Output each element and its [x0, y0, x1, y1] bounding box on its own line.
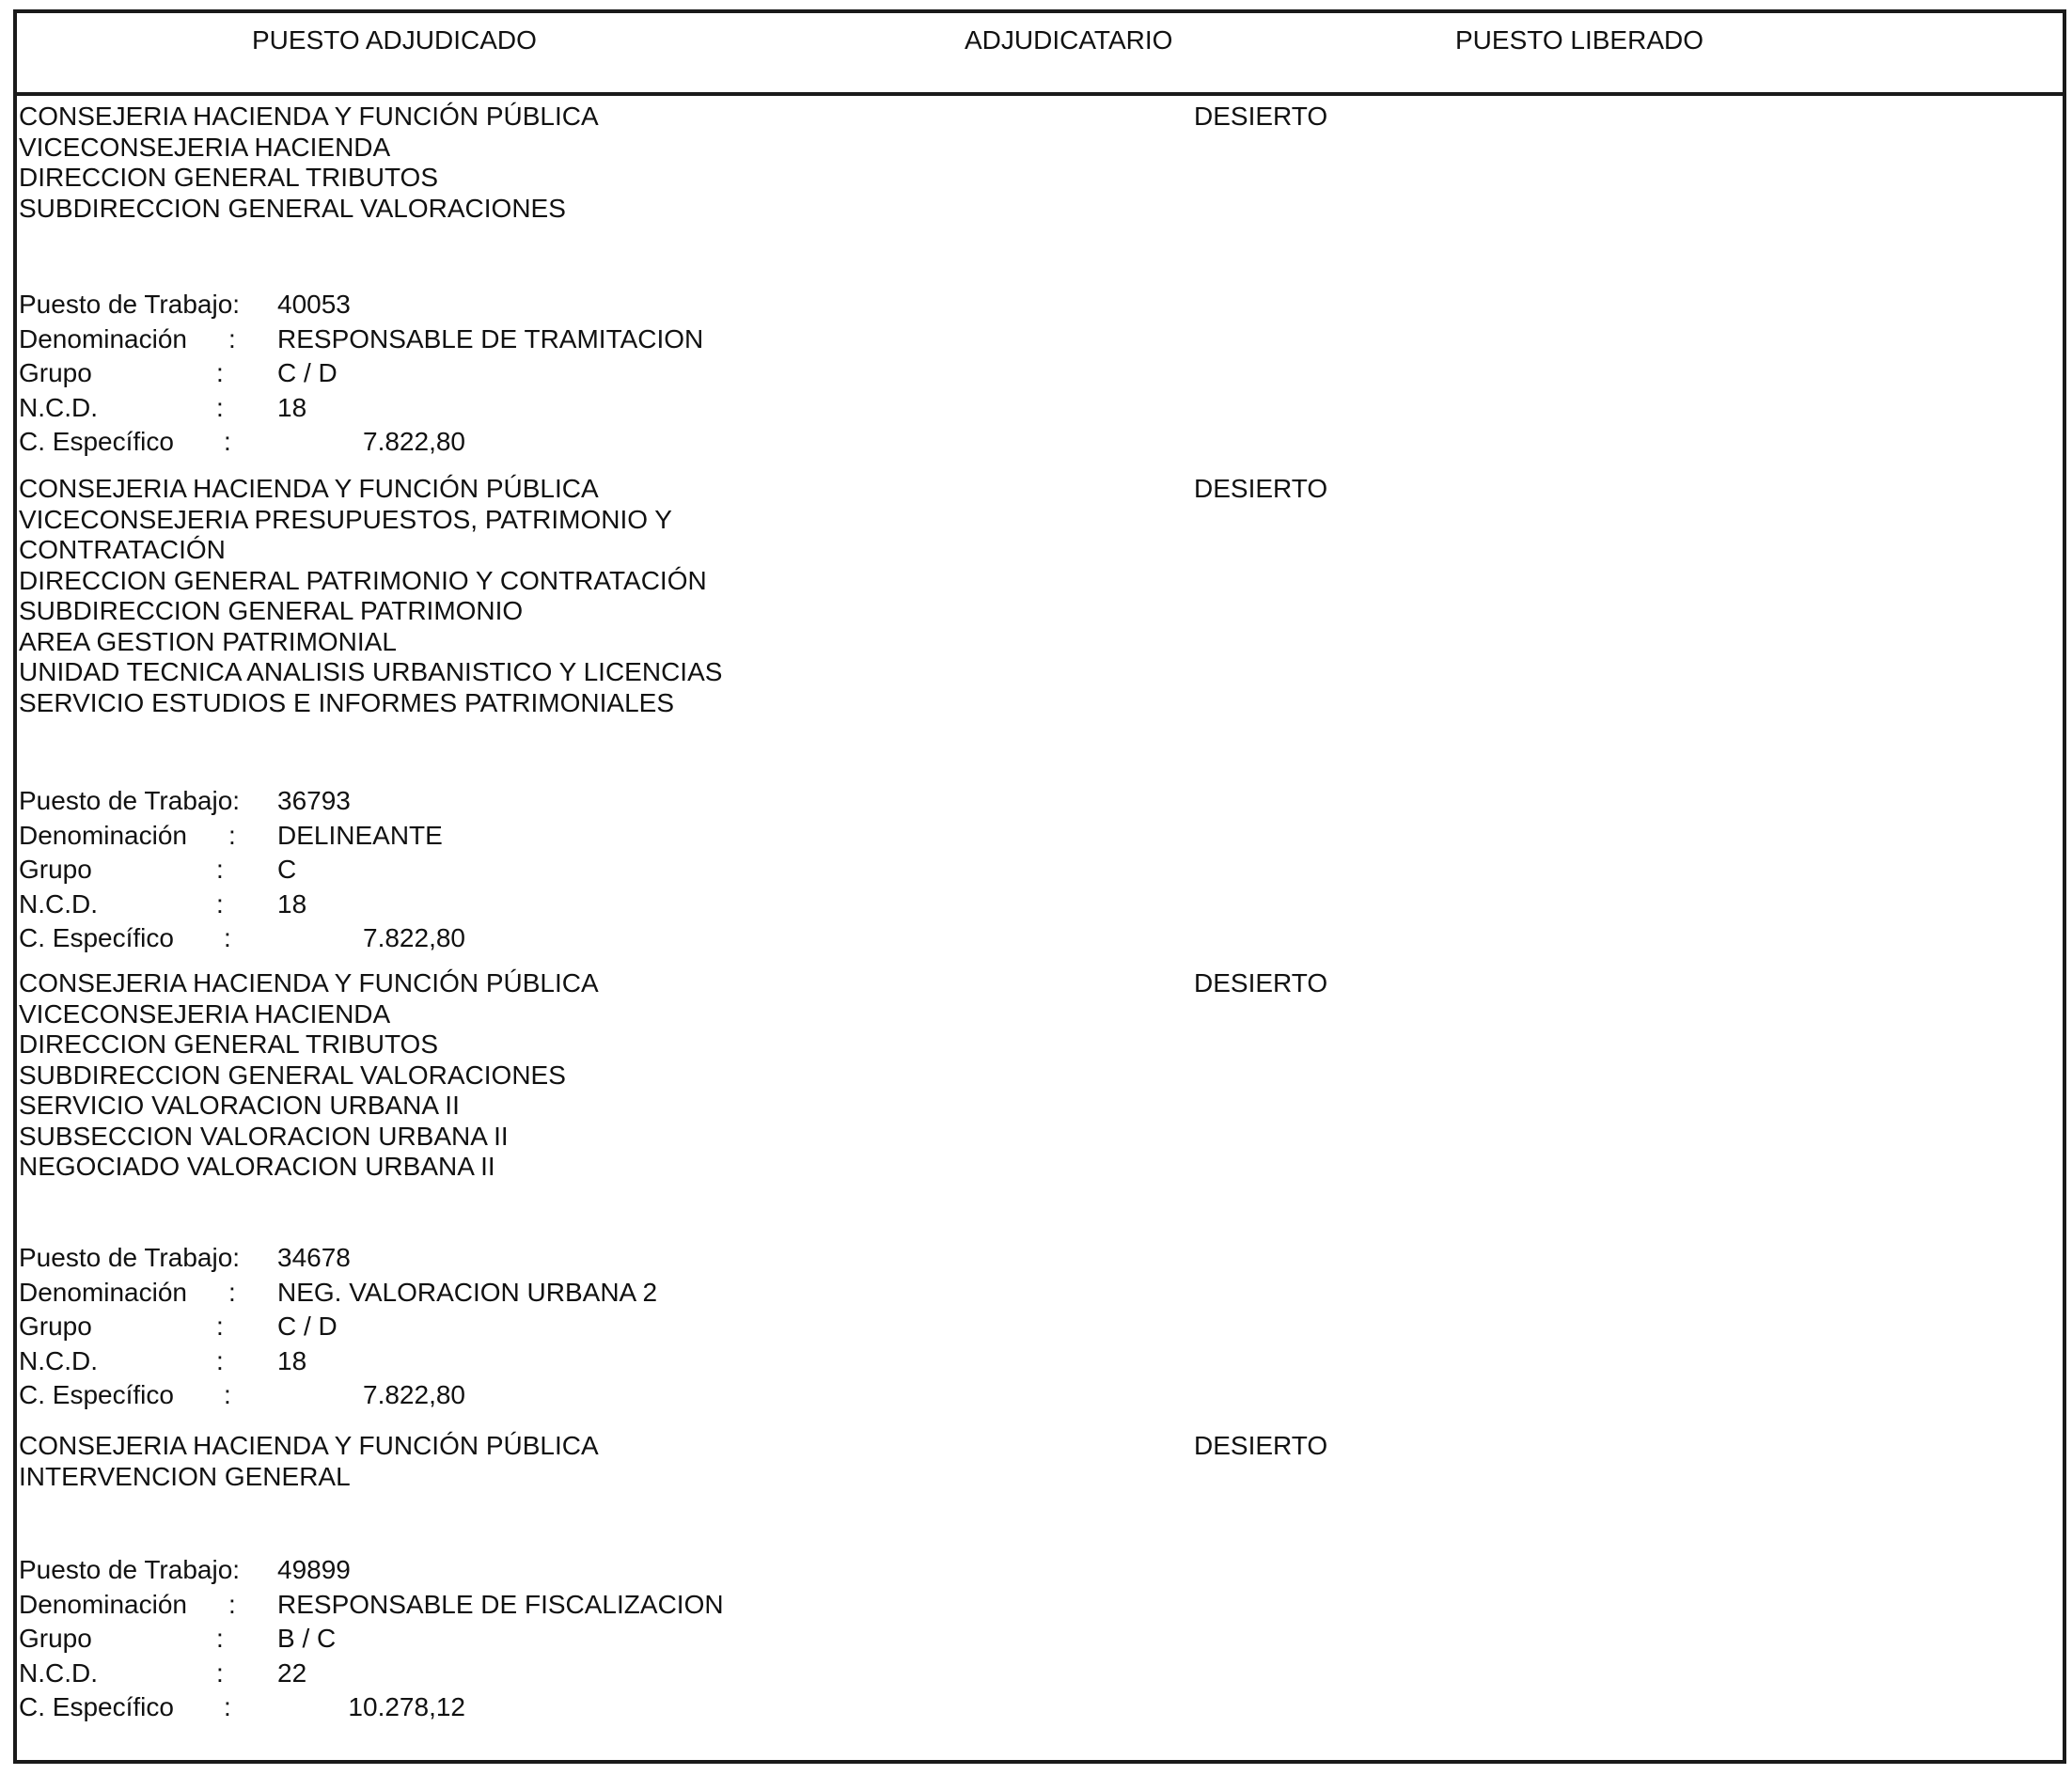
- grupo-row: [19, 1622, 865, 1657]
- org-line: VICECONSEJERIA HACIENDA: [19, 132, 391, 162]
- org-line: VICECONSEJERIA PRESUPUESTOS, PATRIMONIO Y: [19, 504, 672, 534]
- denominacion-value: RESPONSABLE DE TRAMITACION: [277, 323, 704, 353]
- org-line: AREA GESTION PATRIMONIAL: [19, 626, 397, 656]
- colon-separator: :: [216, 1312, 224, 1341]
- puesto-de-trabajo-label: Puesto de Trabajo:: [19, 1243, 241, 1272]
- ncd-label: N.C.D.: [19, 1657, 98, 1688]
- colon-separator: :: [216, 392, 224, 422]
- org-line: CONSEJERIA HACIENDA Y FUNCIÓN PÚBLICA: [19, 102, 599, 131]
- denominacion-row: [19, 1276, 865, 1311]
- puesto-de-trabajo-value: 49899: [277, 1555, 351, 1584]
- org-line: SUBDIRECCION GENERAL PATRIMONIO: [19, 596, 524, 625]
- grupo-row: [19, 853, 865, 888]
- puesto-de-trabajo-label: Puesto de Trabajo:: [19, 290, 241, 319]
- org-line: NEGOCIADO VALORACION URBANA II: [19, 1152, 495, 1181]
- c-especifico-label: C. Específico: [19, 427, 174, 456]
- entry: [19, 1431, 2049, 1721]
- entry: [19, 474, 2049, 952]
- denominacion-row: [19, 322, 865, 357]
- c-especifico-row: [19, 921, 865, 956]
- entry: [19, 968, 2049, 1409]
- colon-separator: :: [228, 1589, 236, 1619]
- colon-separator: :: [228, 323, 236, 353]
- grupo-row: [19, 356, 865, 391]
- denominacion-label: Denominación: [19, 820, 187, 850]
- ncd-value: 18: [277, 1345, 307, 1375]
- org-line: SUBSECCION VALORACION URBANA II: [19, 1121, 509, 1151]
- job-details: [19, 1553, 865, 1725]
- grupo-value: C / D: [277, 1312, 337, 1341]
- ncd-label: N.C.D.: [19, 888, 98, 919]
- ncd-value: 22: [277, 1657, 307, 1688]
- c-especifico-label: C. Específico: [19, 1692, 174, 1721]
- job-details: [19, 784, 865, 956]
- puesto-de-trabajo-value: 36793: [277, 786, 351, 815]
- adjudicatario-status: DESIERTO: [1194, 474, 1328, 503]
- colon-separator: :: [224, 1380, 231, 1409]
- ncd-row: [19, 391, 865, 426]
- org-line: UNIDAD TECNICA ANALISIS URBANISTICO Y LICENCIAS: [19, 657, 723, 686]
- grupo-label: Grupo: [19, 1624, 92, 1653]
- grupo-value: C / D: [277, 358, 337, 387]
- colon-separator: :: [224, 1692, 231, 1721]
- job-details: [19, 288, 865, 460]
- header-puesto-liberado: PUESTO LIBERADO: [1455, 25, 1704, 55]
- puesto-de-trabajo-value: 34678: [277, 1243, 351, 1272]
- c-especifico-label: C. Específico: [19, 1380, 174, 1409]
- colon-separator: :: [228, 1277, 236, 1307]
- c-especifico-row: [19, 425, 865, 460]
- adjudicatario-status: DESIERTO: [1194, 1431, 1328, 1460]
- grupo-label: Grupo: [19, 855, 92, 884]
- colon-separator: :: [216, 358, 224, 387]
- colon-separator: :: [216, 888, 224, 919]
- header-adjudicatario: ADJUDICATARIO: [965, 25, 1173, 55]
- job-details: [19, 1241, 865, 1413]
- puesto-de-trabajo-row: [19, 784, 865, 819]
- org-line: DIRECCION GENERAL TRIBUTOS: [19, 1029, 439, 1059]
- c-especifico-value: 7.822,80: [363, 923, 465, 952]
- denominacion-value: DELINEANTE: [277, 820, 443, 850]
- ncd-value: 18: [277, 888, 307, 919]
- grupo-value: B / C: [277, 1624, 337, 1653]
- colon-separator: :: [216, 1345, 224, 1375]
- c-especifico-value: 7.822,80: [363, 1380, 465, 1409]
- denominacion-label: Denominación: [19, 1589, 187, 1619]
- puesto-de-trabajo-row: [19, 1553, 865, 1588]
- org-line: SERVICIO VALORACION URBANA II: [19, 1091, 460, 1120]
- colon-separator: :: [216, 1657, 224, 1688]
- colon-separator: :: [224, 427, 231, 456]
- c-especifico-value: 10.278,12: [348, 1692, 465, 1721]
- denominacion-value: RESPONSABLE DE FISCALIZACION: [277, 1589, 724, 1619]
- org-line: CONTRATACIÓN: [19, 535, 226, 564]
- puesto-de-trabajo-row: [19, 1241, 865, 1276]
- colon-separator: :: [216, 855, 224, 884]
- puesto-de-trabajo-value: 40053: [277, 290, 351, 319]
- org-line: SUBDIRECCION GENERAL VALORACIONES: [19, 1060, 566, 1090]
- ncd-row: [19, 888, 865, 922]
- grupo-label: Grupo: [19, 358, 92, 387]
- ncd-label: N.C.D.: [19, 392, 98, 422]
- puesto-de-trabajo-row: [19, 288, 865, 322]
- denominacion-label: Denominación: [19, 1277, 187, 1307]
- c-especifico-row: [19, 1378, 865, 1413]
- org-line: DIRECCION GENERAL TRIBUTOS: [19, 163, 439, 192]
- adjudicatario-status: DESIERTO: [1194, 968, 1328, 997]
- grupo-row: [19, 1310, 865, 1344]
- org-line: CONSEJERIA HACIENDA Y FUNCIÓN PÚBLICA: [19, 474, 599, 503]
- denominacion-label: Denominación: [19, 323, 187, 353]
- puesto-de-trabajo-label: Puesto de Trabajo:: [19, 786, 241, 815]
- ncd-row: [19, 1657, 865, 1691]
- grupo-label: Grupo: [19, 1312, 92, 1341]
- org-line: SERVICIO ESTUDIOS E INFORMES PATRIMONIALES: [19, 687, 675, 717]
- denominacion-value: NEG. VALORACION URBANA 2: [277, 1277, 658, 1307]
- ncd-row: [19, 1344, 865, 1379]
- colon-separator: :: [224, 923, 231, 952]
- header-divider: [13, 92, 2066, 96]
- denominacion-row: [19, 819, 865, 854]
- c-especifico-value: 7.822,80: [363, 427, 465, 456]
- denominacion-row: [19, 1588, 865, 1623]
- c-especifico-row: [19, 1690, 865, 1725]
- grupo-value: C: [277, 855, 297, 884]
- org-line: INTERVENCION GENERAL: [19, 1461, 351, 1491]
- org-line: VICECONSEJERIA HACIENDA: [19, 998, 391, 1029]
- org-line: SUBDIRECCION GENERAL VALORACIONES: [19, 193, 566, 223]
- org-line: DIRECCION GENERAL PATRIMONIO Y CONTRATACIÓN: [19, 565, 707, 595]
- org-line: CONSEJERIA HACIENDA Y FUNCIÓN PÚBLICA: [19, 968, 599, 997]
- colon-separator: :: [216, 1624, 224, 1653]
- adjudicatario-status: DESIERTO: [1194, 102, 1328, 131]
- ncd-label: N.C.D.: [19, 1345, 98, 1375]
- ncd-value: 18: [277, 392, 307, 422]
- colon-separator: :: [228, 820, 236, 850]
- entry: [19, 102, 2049, 456]
- c-especifico-label: C. Específico: [19, 923, 174, 952]
- puesto-de-trabajo-label: Puesto de Trabajo:: [19, 1555, 241, 1584]
- header-puesto-adjudicado: PUESTO ADJUDICADO: [252, 25, 537, 55]
- org-line: CONSEJERIA HACIENDA Y FUNCIÓN PÚBLICA: [19, 1431, 599, 1460]
